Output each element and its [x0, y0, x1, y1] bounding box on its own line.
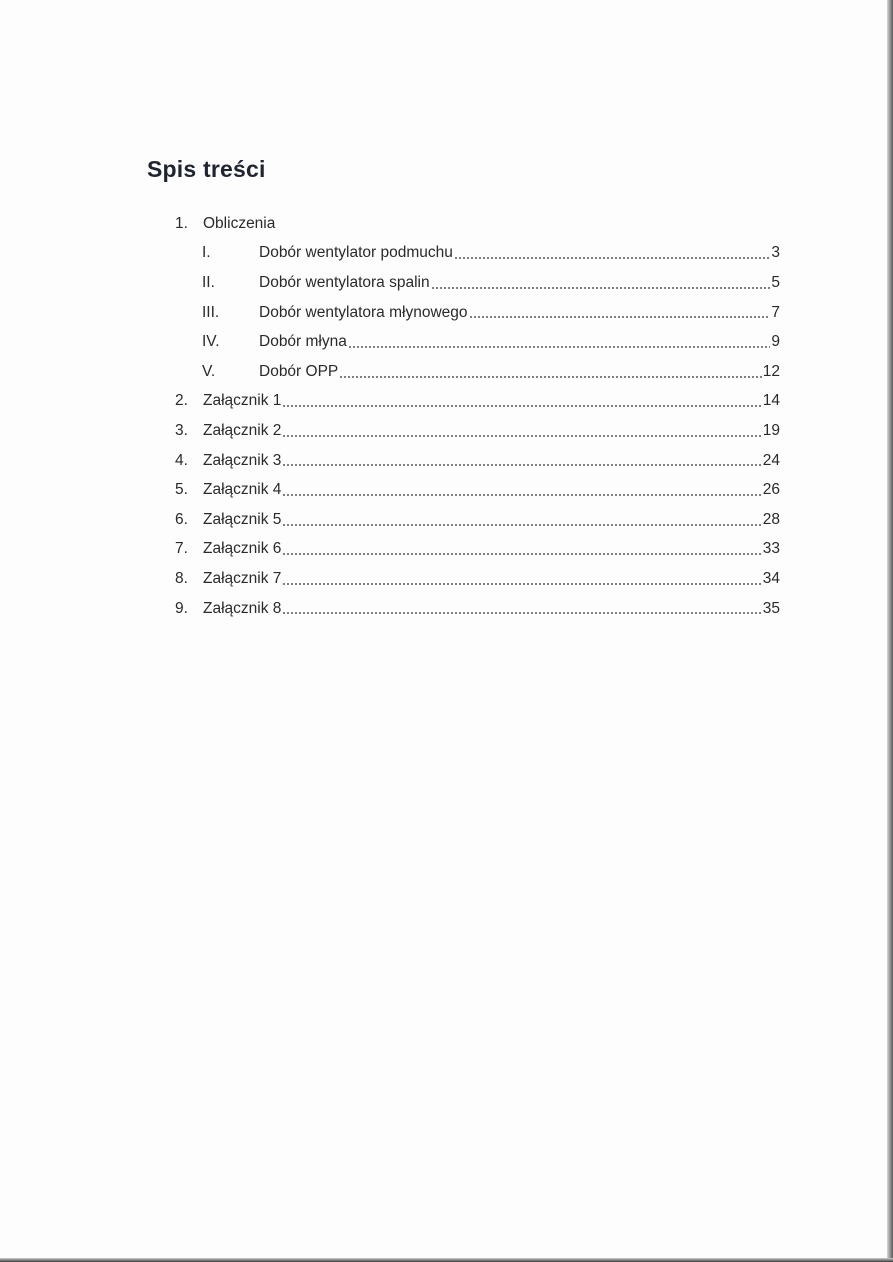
toc-appendix-item — [175, 505, 780, 535]
toc-number: 3. — [175, 421, 188, 439]
toc-number: 9. — [175, 599, 188, 617]
dot-leader — [282, 434, 761, 438]
toc-page-number: 12 — [762, 362, 780, 380]
toc-label: Załącznik 7 — [203, 569, 282, 587]
toc-label: Dobór młyna — [259, 333, 347, 351]
toc-label: Obliczenia — [203, 214, 276, 232]
table-of-contents — [175, 209, 780, 623]
toc-label: Załącznik 4 — [203, 481, 282, 499]
toc-label: Dobór wentylator podmuchu — [259, 244, 453, 262]
toc-number: 7. — [175, 540, 188, 558]
toc-subitem — [175, 298, 780, 328]
dot-leader — [282, 404, 761, 408]
dot-leader — [454, 256, 771, 260]
toc-page-number: 14 — [762, 392, 780, 410]
toc-number: 8. — [175, 569, 188, 587]
toc-label: Załącznik 1 — [203, 392, 282, 410]
toc-number: II. — [202, 273, 215, 291]
toc-label: Załącznik 3 — [203, 451, 282, 469]
toc-page-number: 26 — [762, 481, 780, 499]
toc-label: Załącznik 6 — [203, 540, 282, 558]
dot-leader — [282, 611, 761, 615]
dot-leader — [282, 552, 761, 556]
toc-label: Dobór wentylatora spalin — [259, 273, 430, 291]
toc-appendix-item — [175, 416, 780, 446]
toc-page-number: 28 — [762, 510, 780, 528]
toc-page-number: 33 — [762, 540, 780, 558]
toc-page-number: 35 — [762, 599, 780, 617]
toc-page-number: 5 — [771, 273, 780, 291]
toc-appendix-item — [175, 564, 780, 594]
toc-label: Załącznik 5 — [203, 510, 282, 528]
toc-number: 4. — [175, 451, 188, 469]
toc-appendix-item — [175, 535, 780, 565]
toc-appendix-item — [175, 594, 780, 624]
toc-label: Dobór wentylatora młynowego — [259, 303, 468, 321]
toc-subitem — [175, 327, 780, 357]
toc-number: V. — [202, 362, 216, 380]
dot-leader — [339, 375, 761, 379]
toc-page-number: 9 — [771, 333, 780, 351]
dot-leader — [282, 463, 761, 467]
toc-label: Dobór OPP — [259, 362, 339, 380]
dot-leader — [282, 523, 761, 527]
toc-page-number: 34 — [762, 569, 780, 587]
toc-subitem — [175, 268, 780, 298]
toc-appendix-item — [175, 387, 780, 417]
toc-page-number: 3 — [771, 244, 780, 262]
toc-number: 6. — [175, 510, 188, 528]
toc-number: 5. — [175, 481, 188, 499]
toc-subitem — [175, 239, 780, 269]
toc-section-obliczenia — [175, 209, 780, 239]
dot-leader — [469, 315, 771, 319]
toc-page-number: 24 — [762, 451, 780, 469]
toc-number: I. — [202, 244, 211, 262]
toc-label: Załącznik 2 — [203, 421, 282, 439]
toc-number: III. — [202, 303, 220, 321]
dot-leader — [282, 582, 761, 586]
toc-label: Załącznik 8 — [203, 599, 282, 617]
toc-number: 2. — [175, 392, 188, 410]
dot-leader — [348, 345, 771, 349]
toc-appendix-item — [175, 446, 780, 476]
toc-number: IV. — [202, 333, 220, 351]
page-title: Spis treści — [147, 156, 266, 182]
toc-number: 1. — [175, 214, 188, 232]
toc-subitem — [175, 357, 780, 387]
dot-leader — [431, 286, 771, 290]
dot-leader — [282, 493, 761, 497]
toc-page-number: 7 — [771, 303, 780, 321]
toc-page-number: 19 — [762, 421, 780, 439]
toc-appendix-item — [175, 475, 780, 505]
scan-edge-right — [887, 0, 893, 1262]
scan-edge-bottom — [0, 1258, 893, 1262]
